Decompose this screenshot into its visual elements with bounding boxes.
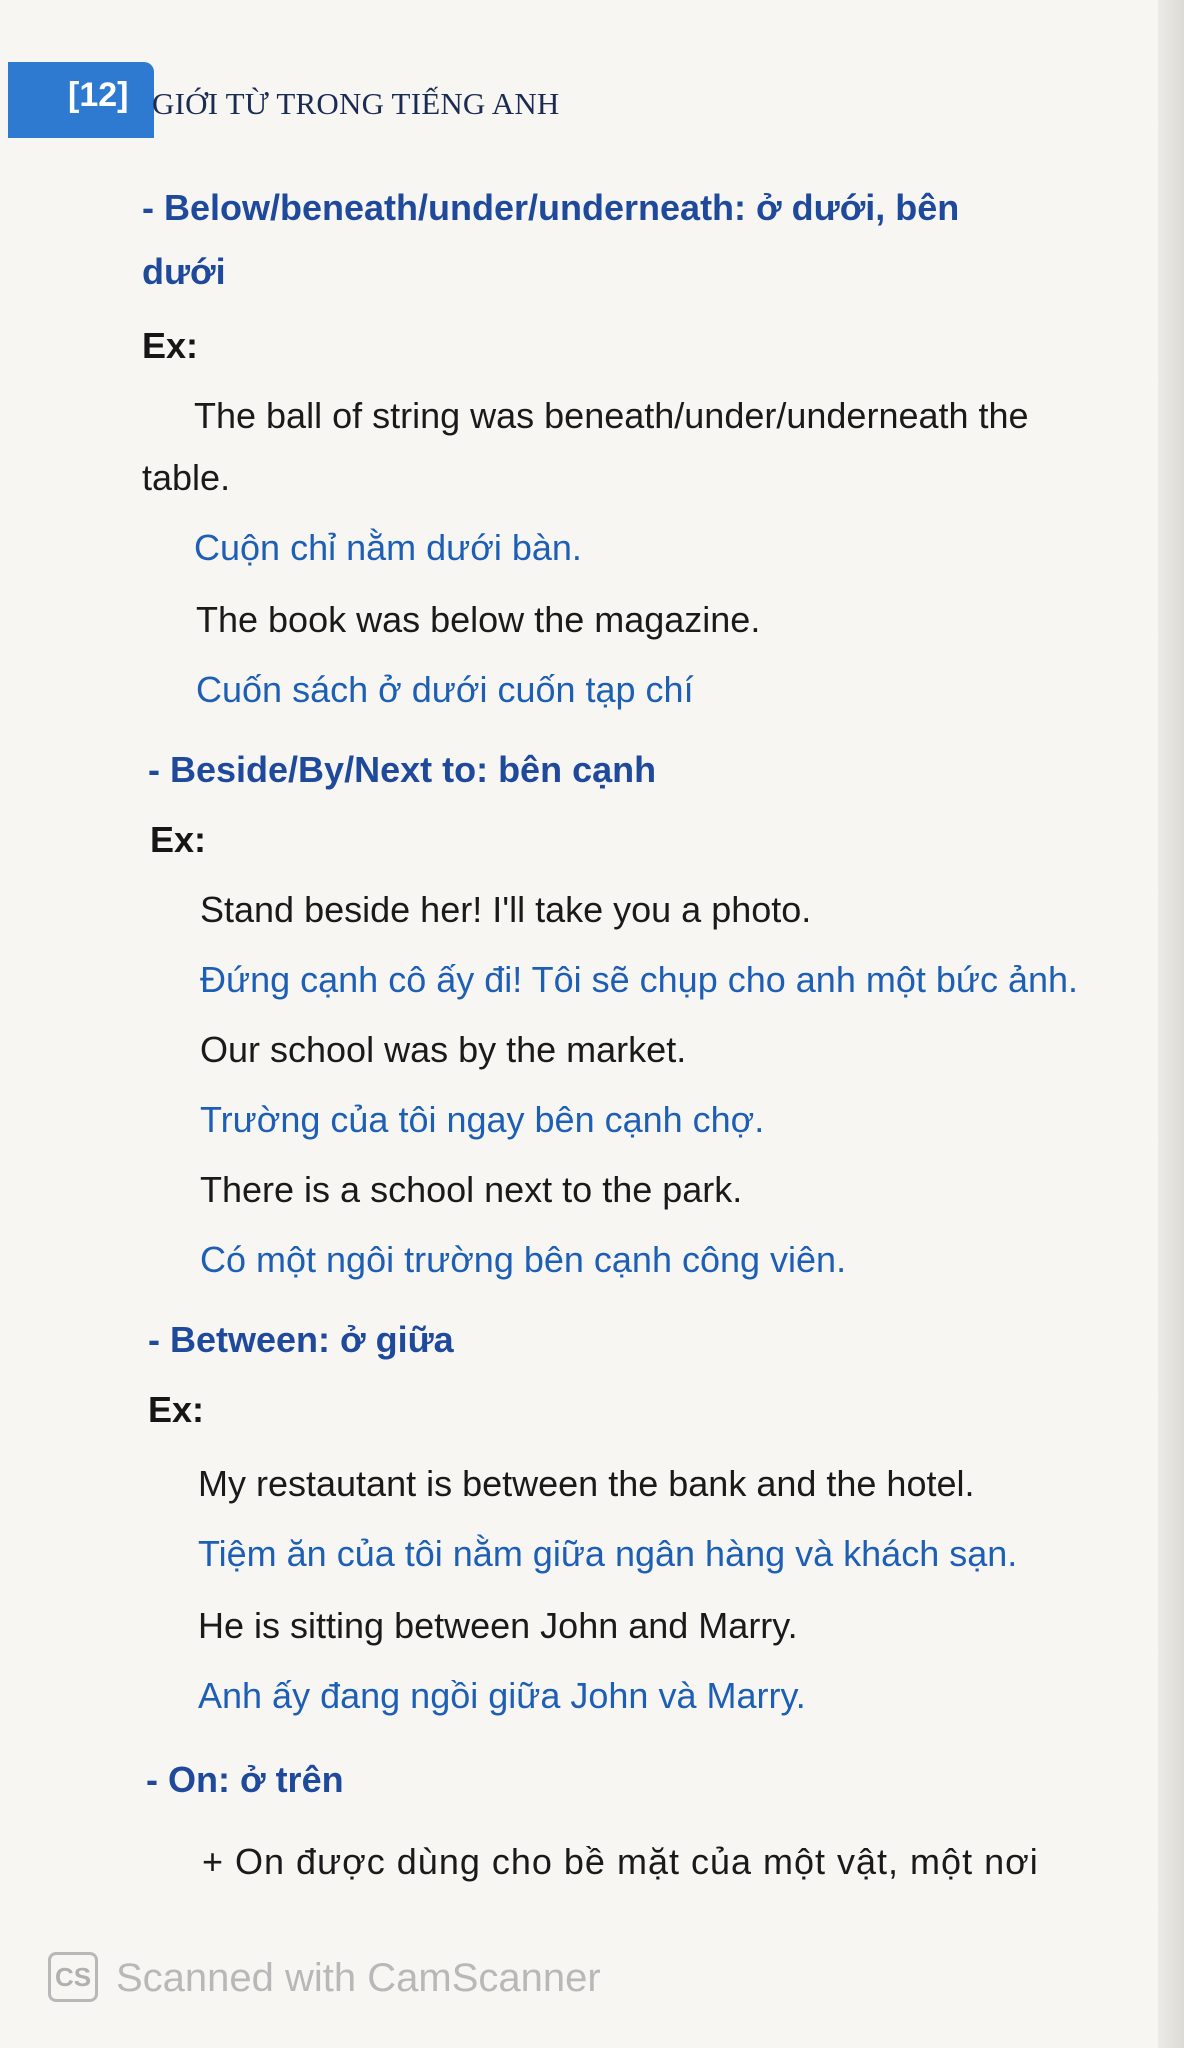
on-description: + On được dùng cho bề mặt của một vật, một nơi bbox=[202, 1841, 1039, 1882]
heading-on: - On: ở trên bbox=[146, 1759, 344, 1800]
watermark-text: Scanned with CamScanner bbox=[116, 1956, 601, 2000]
example-vi: Cuốn sách ở dưới cuốn tạp chí bbox=[196, 669, 694, 710]
heading-between: - Between: ở giữa bbox=[148, 1319, 454, 1360]
page-number-tab bbox=[8, 62, 154, 138]
example-en: Stand beside her! I'll take you a photo. bbox=[200, 889, 812, 930]
ex-label: Ex: bbox=[150, 819, 207, 860]
ex-label: Ex: bbox=[142, 325, 199, 366]
example-vi: Tiệm ăn của tôi nằm giữa ngân hàng và khách sạn. bbox=[198, 1533, 1018, 1574]
example-vi: Đứng cạnh cô ấy đi! Tôi sẽ chụp cho anh một bức ảnh. bbox=[200, 959, 1079, 1000]
camscanner-logo: CS bbox=[48, 1952, 98, 2002]
heading-below-cont: dưới bbox=[142, 251, 226, 292]
example-vi: Anh ấy đang ngồi giữa John và Marry. bbox=[198, 1675, 806, 1716]
example-en: My restautant is between the bank and the hotel. bbox=[198, 1463, 975, 1504]
example-en: There is a school next to the park. bbox=[200, 1169, 743, 1210]
example-vi: Trường của tôi ngay bên cạnh chợ. bbox=[200, 1099, 765, 1140]
example-en: The ball of string was beneath/under/underneath the bbox=[194, 395, 1029, 436]
heading-below: - Below/beneath/under/underneath: ở dưới, bên bbox=[142, 187, 960, 228]
example-en: He is sitting between John and Marry. bbox=[198, 1605, 798, 1646]
page-header bbox=[0, 62, 1184, 140]
heading-beside: - Beside/By/Next to: bên cạnh bbox=[148, 749, 657, 790]
example-en: Our school was by the market. bbox=[200, 1029, 687, 1070]
page-edge bbox=[1158, 0, 1184, 2048]
page-number: [12] bbox=[68, 76, 129, 114]
example-vi: Có một ngôi trường bên cạnh công viên. bbox=[200, 1239, 847, 1280]
scanner-watermark bbox=[48, 1948, 748, 2008]
example-en-cont: table. bbox=[142, 457, 231, 498]
chapter-title: GIỚI TỪ TRONG TIẾNG ANH bbox=[152, 86, 560, 121]
ex-label: Ex: bbox=[148, 1389, 205, 1430]
example-vi: Cuộn chỉ nằm dưới bàn. bbox=[194, 527, 582, 568]
example-en: The book was below the magazine. bbox=[196, 599, 761, 640]
